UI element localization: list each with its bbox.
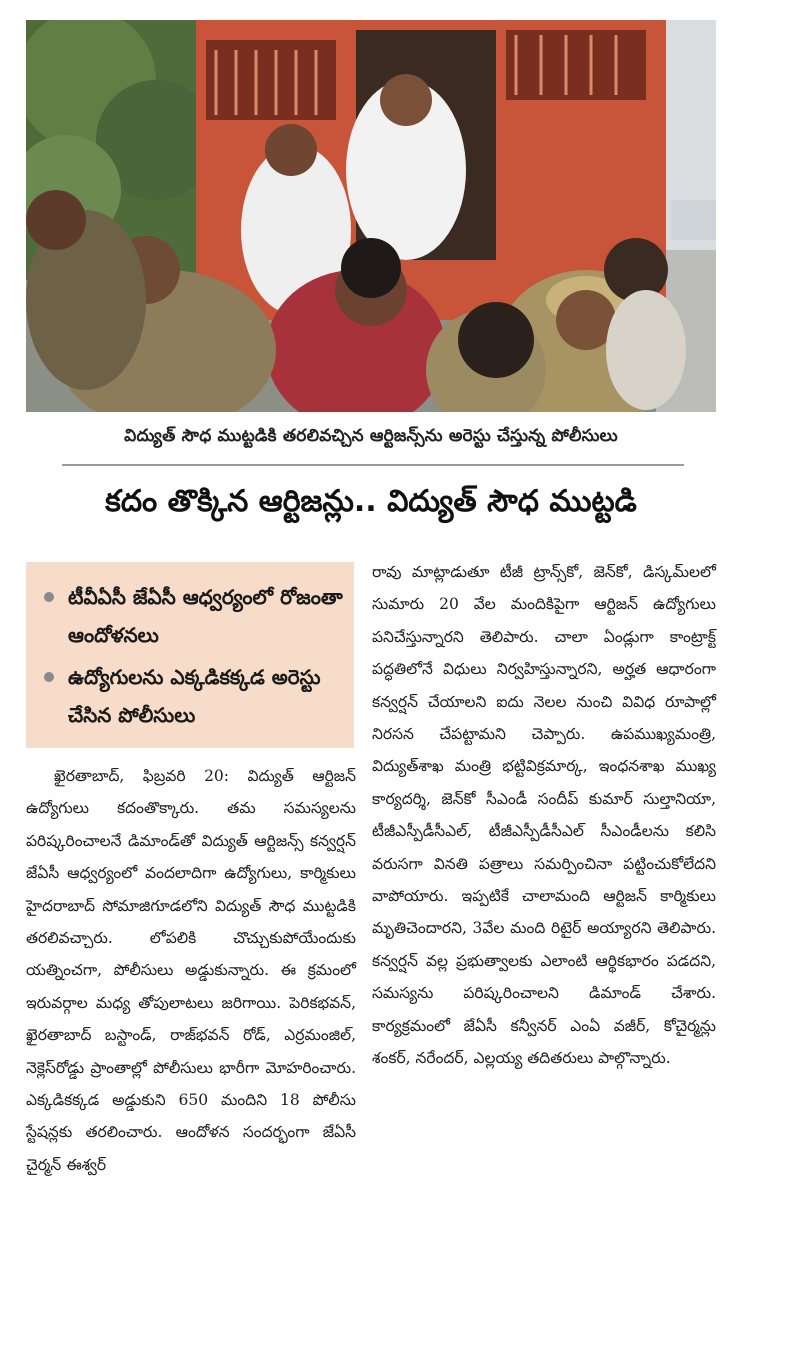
photo-caption: విద్యుత్ సౌధ ముట్టడికి తరలివచ్చిన ఆర్టిజన్స్‌ను అరెస్టు చేస్తున్న పోలీసులు bbox=[124, 426, 618, 446]
article-paragraph: ఖైరతాబాద్, ఫిబ్రవరి 20: విద్యుత్ ఆర్టిజన్ ఉద్యోగులు కదంతొక్కారు. తమ సమస్యలను పరిష్కరించాలనే డిమాండ్‌తో విద్యుత్ ఆర్టిజన్స్ కన్వర్షన్ జేఏసీ ఆధ్వర్యంలో వందలాదిగా ఉద్యోగులు, కార్మికులు హైదరాబాద్ సోమాజిగూడలోని విద్యుత్ సౌధ ముట్టడికి తరలివచ్చారు. లోపలికి చొచ్చుకుపోయేందుకు యత్నించగా, పోలీసులు అడ్డుకున్నారు. ఈ క్రమంలో ఇరువర్గాల మధ్య తోపులాటలు జరిగాయి. పెరికభవన్, ఖైరతాబాద్ బస్టాండ్, రాజ్‌భవన్ రోడ్, ఎర్రమంజిల్, నెక్లెస్‌రోడ్డు ప్రాంతాల్లో పోలీసులు భారీగా మోహరించారు. ఎక్కడికక్కడ అడ్డుకుని 650 మందిని 18 పోలీసు స్టేషన్లకు తరలించారు. ఆందోళన సందర్భంగా జేఏసీ చైర్మన్ ఈశ్వర్ bbox=[26, 767, 356, 1174]
article-column-left bbox=[26, 760, 356, 1181]
photo-icon bbox=[26, 20, 716, 412]
bullet-icon bbox=[44, 672, 54, 682]
highlight-item bbox=[44, 578, 344, 654]
highlights-box bbox=[26, 562, 354, 748]
highlight-text: టీవీఏసీ జేఏసీ ఆధ్వర్యంలో రోజంతా ఆందోళనలు bbox=[68, 585, 343, 647]
highlight-text: ఉద్యోగులను ఎక్కడికక్కడ అరెస్టు చేసిన పోలీసులు bbox=[68, 665, 321, 727]
article-paragraph: రావు మాట్లాడుతూ టీజీ ట్రాన్స్‌కో, జెన్‌కో, డిస్కమ్‌లలో సుమారు 20 వేల మందికిపైగా ఆర్టిజన్ ఉద్యోగులు పనిచేస్తున్నారని తెలిపారు. చాలా ఏండ్లుగా కాంట్రాక్ట్ పద్ధతిలోనే విధులు నిర్వహిస్తున్నారని, అర్హత ఆధారంగా కన్వర్షన్ చేయాలని ఐదు నెలల నుంచి వివిధ రూపాల్లో నిరసన చేపట్టామని చెప్పారు. ఉపముఖ్యమంత్రి, విద్యుత్‌శాఖ మంత్రి భట్టివిక్రమార్క, ఇంధనశాఖ ముఖ్య కార్యదర్శి, జెన్‌కో సీఎండీ సందీప్ కుమార్ సుల్తానియా, టీజీఎస్పీడీసీఎల్, టీజీఎస్పీడీసీఎల్ సీఎండీలను కలిసి వరుసగా వినతి పత్రాలు సమర్పించినా పట్టించుకోలేదని వాపోయారు. ఇప్పటికే చాలామంది ఆర్టిజన్ కార్మికులు మృతిచెందారని, 3వేల మంది రిటైర్ అయ్యారని తెలిపారు. కన్వర్షన్ వల్ల ప్రభుత్వాలకు ఎలాంటి ఆర్థికభారం పడదని, సమస్యను పరిష్కరించాలని డిమాండ్ చేశారు. కార్యక్రమంలో జేఏసీ కన్వీనర్ ఎంఏ వజీర్, కోచైర్మన్లు శంకర్, నరేందర్, ఎల్లయ్య తదితరులు పాల్గొన్నారు. bbox=[372, 563, 716, 1068]
news-photo bbox=[26, 20, 716, 412]
article-column-right bbox=[372, 556, 716, 1075]
caption-divider bbox=[62, 464, 684, 466]
headline: కదం తొక్కిన ఆర్టిజన్లు.. విద్యుత్ సౌధ ముట్టడి bbox=[105, 484, 637, 519]
bullet-icon bbox=[44, 592, 54, 602]
highlight-item bbox=[44, 658, 344, 734]
